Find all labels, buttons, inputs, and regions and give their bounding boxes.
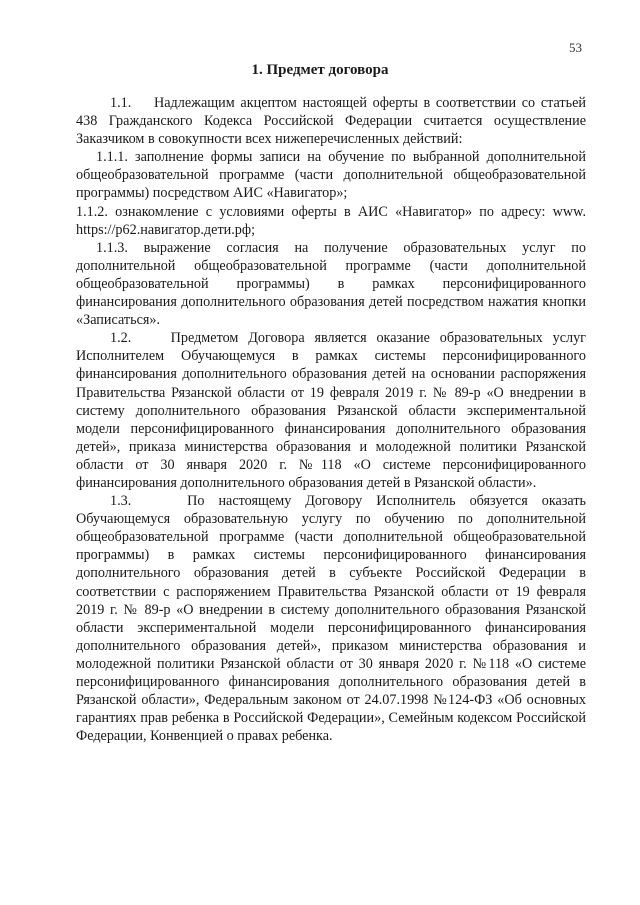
- document-body: [76, 94, 586, 745]
- paragraph-1-1: 1.1. Надлежащим акцептом настоящей оферты в соответствии со статьей 438 Гражданского Кодекса Российской Федерации считается осуществление Заказчиком в совокупности всех нижеперечисленных действий:: [76, 95, 586, 148]
- section-title: 1. Предмет договора: [251, 62, 389, 78]
- paragraph-1-2: 1.2. Предметом Договора является оказание образовательных услуг Исполнителем Обучающемуся в рамках системы персонифицированного финансирования дополнительного образования детей на основании распоряжения Правительства Рязанской области от 19 февраля 2019 г. № 89-р «О внедрении в систему дополнительного образования Рязанской области экспериментальной модели персонифицированного финансирования дополнительного образования детей», приказа министерства образования и молодежной политики Рязанской области от 30 января 2020 г. №118 «О системе персонифицированного финансирования дополнительного образования детей в Рязанской области».: [76, 330, 586, 491]
- page-number: 53: [569, 40, 582, 55]
- paragraph-1-1-3: 1.1.3. выражение согласия на получение образовательных услуг по дополнительной общеобразовательной программе (части дополнительной общеобразовательной программы) в рамках персонифицированного финансирования дополнительного образования детей посредством нажатия кнопки «Записаться».: [76, 239, 586, 329]
- paragraph-1-3: 1.3. По настоящему Договору Исполнитель обязуется оказать Обучающемуся образовательную услугу по обучению по дополнительной общеобразовательной программе (части дополнительной общеобразовательной программы) в рамках системы персонифицированного финансирования дополнительного образования детей в субъекте Российской Федерации в соответствии с распоряжением Правительства Рязанской области от 19 февраля 2019 г. № 89-р «О внедрении в систему дополнительного образования Рязанской области экспериментальной модели персонифицированного финансирования дополнительного образования детей», приказом министерства образования и молодежной политики Рязанской области от 30 января 2020 г. №118 «О системе персонифицированного финансирования дополнительного образования детей в Рязанской области», Федеральным законом от 24.07.1998 №124-ФЗ «Об основных гарантиях прав ребенка в Российской Федерации», Семейным кодексом Российской Федерации, Конвенцией о правах ребенка.: [76, 493, 586, 745]
- paragraph-1-1-1: 1.1.1. заполнение формы записи на обучение по выбранной дополнительной общеобразовательной программе (части дополнительной общеобразовательной программы) посредством АИС «Навигатор»;: [76, 149, 586, 202]
- paragraph-1-1-2: 1.1.2. ознакомление с условиями оферты в АИС «Навигатор» по адресу: www. https://p62.навигатор.дети.рф;: [76, 203, 586, 238]
